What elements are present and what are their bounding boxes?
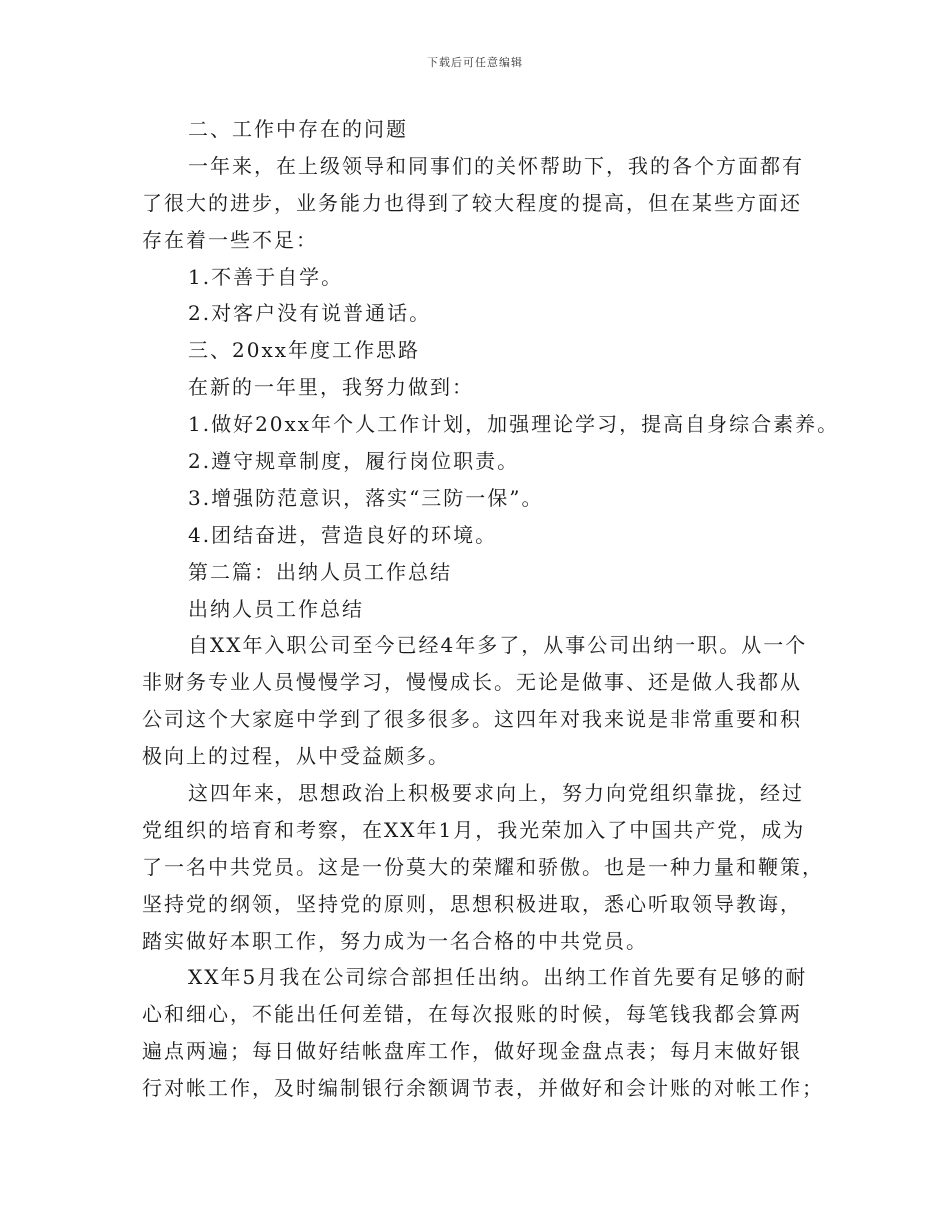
text-line: 出纳人员工作总结 xyxy=(188,596,364,621)
text-line: 党组织的培育和考察，在XX年1月，我光荣加入了中国共产党，成为 xyxy=(142,817,806,842)
text-line: 公司这个大家庭中学到了很多很多。这四年对我来说是非常重要和积 xyxy=(142,707,802,732)
text-line: 了很大的进步，业务能力也得到了较大程度的提高，但在某些方面还 xyxy=(142,190,802,215)
text-line: 遍点两遍；每日做好结帐盘库工作，做好现金盘点表；每月末做好银 xyxy=(142,1039,802,1064)
text-line: 存在着一些不足： xyxy=(142,227,318,252)
text-line: 坚持党的纲领，坚持党的原则，思想积极进取，悉心听取领导教诲， xyxy=(142,891,802,916)
text-line: 一年来，在上级领导和同事们的关怀帮助下，我的各个方面都有 xyxy=(188,153,804,178)
header-note: 下载后可任意编辑 xyxy=(427,56,523,69)
text-line: 3.增强防范意识，落实“三防一保”。 xyxy=(188,485,544,510)
text-line: 行对帐工作，及时编制银行余额调节表，并做好和会计账的对帐工作； xyxy=(142,1076,824,1101)
text-line: 2.对客户没有说普通话。 xyxy=(188,301,432,326)
text-line: 4.团结奋进，营造良好的环境。 xyxy=(188,522,498,547)
text-line: 踏实做好本职工作，努力成为一名合格的中共党员。 xyxy=(142,928,648,953)
text-line: 2.遵守规章制度，履行岗位职责。 xyxy=(188,449,520,474)
text-line: 自XX年入职公司至今已经4年多了，从事公司出纳一职。从一个 xyxy=(188,633,808,658)
text-line: 在新的一年里，我努力做到： xyxy=(188,375,474,400)
text-line: 非财务专业人员慢慢学习，慢慢成长。无论是做事、还是做人我都从 xyxy=(142,670,802,695)
text-line: 1.做好20xx年个人工作计划，加强理论学习，提高自身综合素养。 xyxy=(188,412,840,437)
text-line: 三、20xx年度工作思路 xyxy=(188,338,421,363)
text-line: 第二篇：出纳人员工作总结 xyxy=(188,559,452,584)
text-line: 这四年来，思想政治上积极要求向上，努力向党组织靠拢，经过 xyxy=(188,781,804,806)
text-line: 极向上的过程，从中受益颇多。 xyxy=(142,744,450,769)
text-line: 心和细心，不能出任何差错，在每次报账的时候，每笔钱我都会算两 xyxy=(142,1002,802,1027)
document-body xyxy=(142,111,840,1107)
text-line: XX年5月我在公司综合部担任出纳。出纳工作首先要有足够的耐 xyxy=(188,965,808,990)
text-line: 了一名中共党员。这是一份莫大的荣耀和骄傲。也是一种力量和鞭策， xyxy=(142,854,824,879)
text-line: 二、工作中存在的问题 xyxy=(188,117,408,141)
text-line: 1.不善于自学。 xyxy=(188,264,344,289)
